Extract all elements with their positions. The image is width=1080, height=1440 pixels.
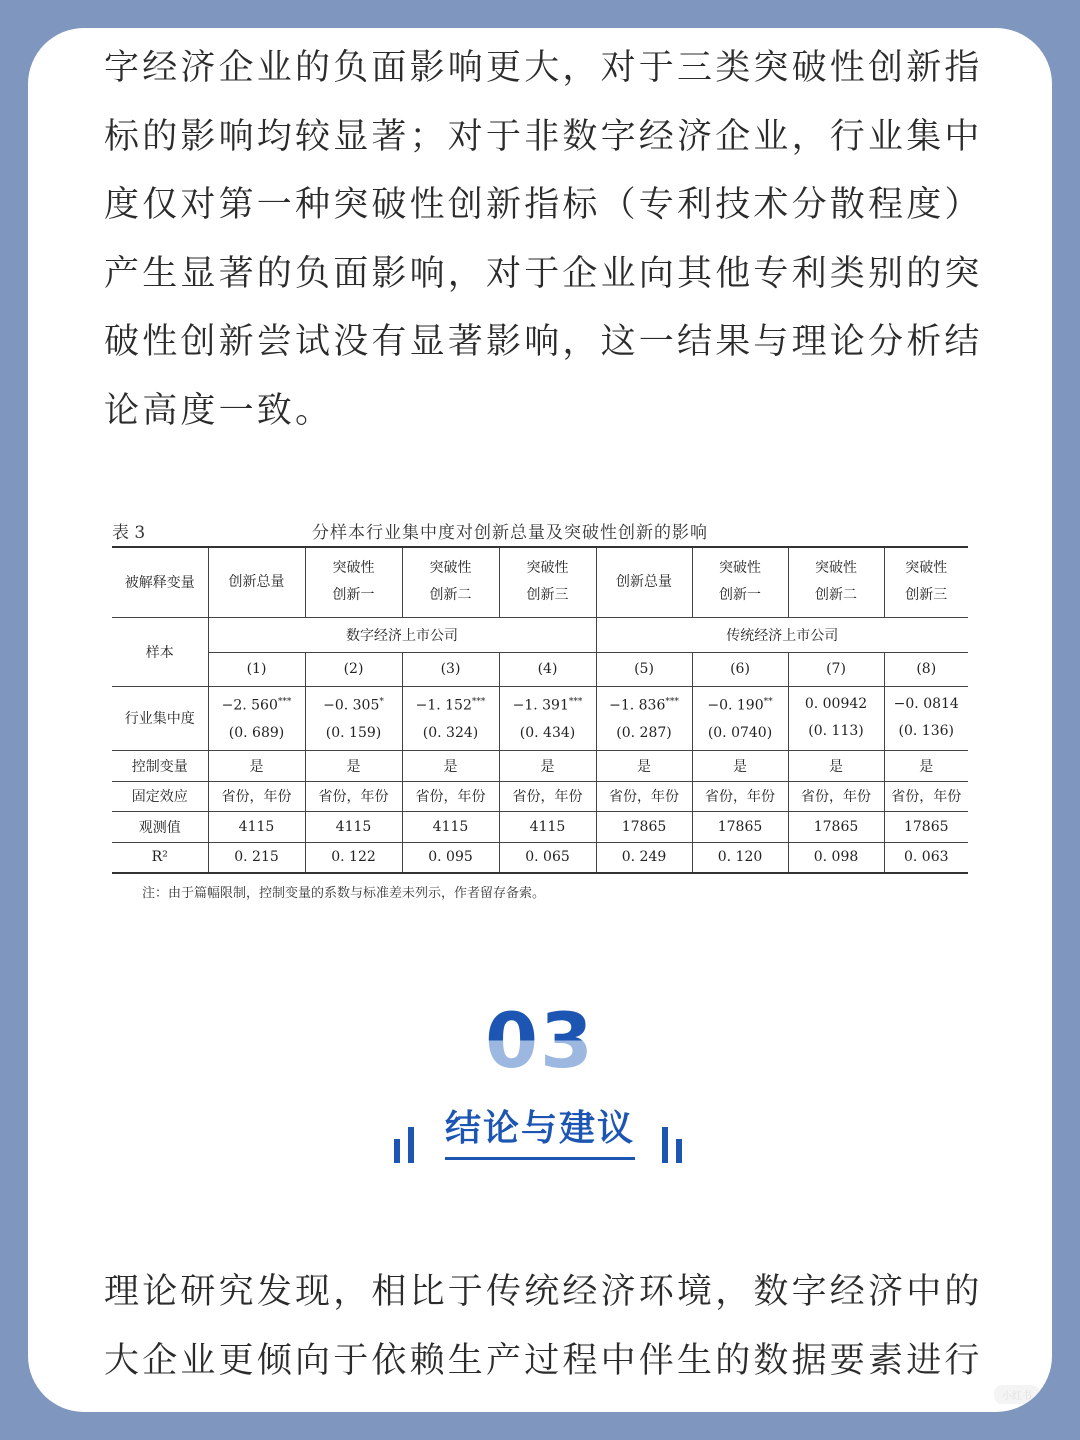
regression-table-figure [112,514,968,901]
col-number: (6) [692,652,788,686]
dep-var-cell: 突破性 创新二 [788,547,884,617]
obs-cell: 17865 [596,811,692,842]
control-cell: 是 [884,750,968,781]
dep-var-cell: 突破性 创新二 [402,547,499,617]
control-cell: 是 [499,750,596,781]
coef-cell: 0. 00942 (0. 113) [788,686,884,750]
col-number: (2) [305,652,402,686]
regression-table [112,546,968,874]
text-line: 标的影响均较显著；对于非数字经济企业，行业集中 [104,116,983,157]
text-line: 理论研究发现，相比于传统经济环境，数字经济中的 [104,1272,983,1312]
r2-cell: 0. 065 [499,842,596,873]
dep-var-cell: 创新总量 [208,547,305,617]
table-number: 表 3 [112,523,146,543]
content-card [28,28,1052,1412]
r2-cell: 0. 095 [402,842,499,873]
text-line: 度仅对第一种突破性创新指标（专利技术分散程度） [104,185,983,225]
obs-cell: 17865 [788,811,884,842]
control-cell: 是 [208,750,305,781]
fe-cell: 省份，年份 [692,781,788,811]
coef-row [112,686,968,750]
intro-paragraph [104,34,984,445]
col-number: (5) [596,652,692,686]
control-cell: 是 [596,750,692,781]
dep-var-cell: 创新总量 [596,547,692,617]
text-line: 破性创新尝试没有显著影响，这一结果与理论分析结 [104,322,983,362]
coef-cell: −0. 190** (0. 0740) [692,686,788,750]
col-number: (4) [499,652,596,686]
r2-row [112,842,968,873]
table-title: 分样本行业集中度对创新总量及突破性创新的影响 [312,523,708,543]
sample-label: 样本 [112,617,208,686]
r2-cell: 0. 063 [884,842,968,873]
coef-cell: −0. 0814 (0. 136) [884,686,968,750]
obs-cell: 4115 [499,811,596,842]
coef-cell: −1. 152*** (0. 324) [402,686,499,750]
r2-cell: 0. 098 [788,842,884,873]
dep-var-cell: 突破性 创新三 [884,547,968,617]
header-row [112,547,968,617]
obs-cell: 17865 [692,811,788,842]
table-note: 注：由于篇幅限制，控制变量的系数与标准差未列示，作者留存备索。 [142,886,546,901]
text-line: 大企业更倾向于依赖生产过程中伴生的数据要素进行 [104,1340,983,1381]
section-number: 03 [485,996,595,1085]
dep-var-cell: 突破性 创新三 [499,547,596,617]
fe-cell: 省份，年份 [305,781,402,811]
obs-cell: 17865 [884,811,968,842]
text-line: 论高度一致。 [104,390,334,431]
obs-label: 观测值 [112,811,208,842]
group-traditional: 传统经济上市公司 [596,617,968,652]
r2-cell: 0. 122 [305,842,402,873]
r2-label: R² [112,842,208,873]
column-number-row [112,652,968,686]
fe-cell: 省份，年份 [208,781,305,811]
watermark: 小红书 [994,1385,1040,1404]
obs-cell: 4115 [305,811,402,842]
obs-cell: 4115 [208,811,305,842]
text-line: 字经济企业的负面影响更大，对于三类突破性创新指 [104,48,983,88]
dep-var-cell: 突破性 创新一 [692,547,788,617]
coef-cell: −1. 836*** (0. 287) [596,686,692,750]
control-row [112,750,968,781]
dep-var-cell: 突破性 创新一 [305,547,402,617]
fe-cell: 省份，年份 [499,781,596,811]
control-cell: 是 [402,750,499,781]
dep-var-label: 被解释变量 [112,547,208,617]
r2-cell: 0. 120 [692,842,788,873]
control-cell: 是 [788,750,884,781]
col-number: (1) [208,652,305,686]
col-number: (8) [884,652,968,686]
control-cell: 是 [305,750,402,781]
section-title: 结论与建议 [445,1100,635,1160]
fe-label: 固定效应 [112,781,208,811]
fe-cell: 省份，年份 [596,781,692,811]
coef-cell: −0. 305* (0. 159) [305,686,402,750]
text-line: 产生显著的负面影响，对于企业向其他专利类别的突 [104,253,983,294]
col-number: (7) [788,652,884,686]
r2-cell: 0. 249 [596,842,692,873]
coef-label: 行业集中度 [112,686,208,750]
obs-row [112,811,968,842]
control-label: 控制变量 [112,750,208,781]
fe-cell: 省份，年份 [402,781,499,811]
group-digital: 数字经济上市公司 [208,617,596,652]
sample-row [112,617,968,652]
coef-cell: −1. 391*** (0. 434) [499,686,596,750]
fe-cell: 省份，年份 [884,781,968,811]
coef-cell: −2. 560*** (0. 689) [208,686,305,750]
fe-row [112,781,968,811]
fe-cell: 省份，年份 [788,781,884,811]
control-cell: 是 [692,750,788,781]
outro-paragraph [104,1258,984,1395]
r2-cell: 0. 215 [208,842,305,873]
obs-cell: 4115 [402,811,499,842]
col-number: (3) [402,652,499,686]
